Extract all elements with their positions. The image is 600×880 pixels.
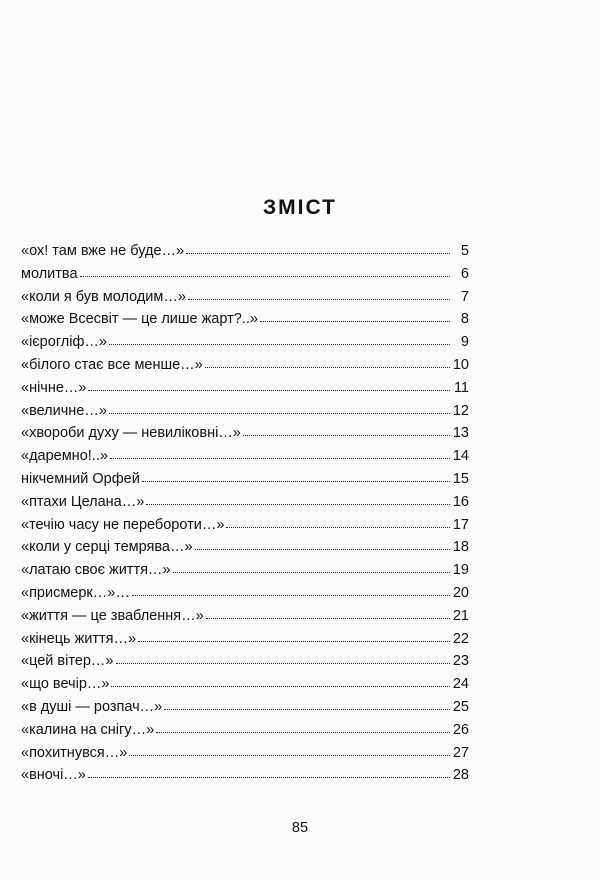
toc-entry-page: 14	[452, 448, 469, 465]
dot-leader	[109, 343, 450, 345]
toc-entry	[21, 445, 469, 468]
toc-entry-title: «даремно!..»	[21, 448, 108, 465]
toc-entry-title: «похитнувся…»	[21, 744, 128, 761]
toc-entry-page: 16	[452, 493, 469, 510]
toc-entry	[21, 514, 469, 537]
toc-entry	[21, 696, 469, 719]
dot-leader	[110, 457, 450, 459]
toc-entry-title: нікчемний Орфей	[21, 470, 140, 487]
toc-entry	[21, 491, 469, 514]
toc-entry	[21, 764, 469, 787]
dot-leader	[142, 480, 450, 482]
toc-entry-title: «нічне…»	[21, 379, 87, 396]
toc-entry-title: «життя — це зваблення…»	[21, 607, 204, 624]
toc-entry-page: 18	[452, 539, 469, 556]
toc-entry-page: 17	[452, 516, 469, 533]
page-number: 85	[291, 820, 309, 836]
toc-entry-page: 8	[460, 311, 469, 328]
toc-entry-title: «коли я був молодим…»	[21, 288, 186, 305]
table-of-contents	[21, 240, 469, 787]
dot-leader	[146, 503, 450, 505]
dot-leader	[129, 754, 450, 756]
toc-entry-page: 27	[452, 744, 469, 761]
toc-entry-page: 7	[460, 288, 469, 305]
toc-entry	[21, 742, 469, 765]
toc-entry-title: «присмерк…»…	[21, 584, 130, 601]
toc-entry	[21, 673, 469, 696]
toc-entry-page: 20	[452, 584, 469, 601]
toc-entry-title: «що вечір…»	[21, 676, 110, 693]
toc-entry	[21, 308, 469, 331]
toc-entry-title: «хвороби духу — невиліковні…»	[21, 425, 241, 442]
toc-entry	[21, 286, 469, 309]
dot-leader	[173, 571, 450, 573]
toc-entry-page: 25	[452, 698, 469, 715]
toc-entry-page: 24	[452, 676, 469, 693]
dot-leader	[132, 594, 450, 596]
toc-entry-page: 10	[452, 356, 469, 373]
toc-entry	[21, 377, 469, 400]
toc-entry	[21, 422, 469, 445]
toc-entry-title: «величне…»	[21, 402, 107, 419]
toc-entry-title: «птахи Целана…»	[21, 493, 145, 510]
toc-entry-title: «вночі…»	[21, 767, 86, 784]
toc-entry-page: 23	[452, 653, 469, 670]
toc-entry-title: «калина на снігу…»	[21, 721, 155, 738]
dot-leader	[260, 320, 450, 322]
toc-entry-page: 15	[452, 470, 469, 487]
toc-entry-title: «латаю своє життя…»	[21, 562, 171, 579]
dot-leader	[111, 685, 449, 687]
dot-leader	[138, 640, 450, 642]
toc-entry-title: «ох! там вже не буде…»	[21, 243, 185, 259]
toc-entry	[21, 628, 469, 651]
dot-leader	[195, 548, 450, 550]
toc-entry	[21, 536, 469, 559]
toc-entry	[21, 559, 469, 582]
toc-entry-page: 28	[452, 767, 469, 784]
toc-entry-page: 19	[452, 562, 469, 579]
toc-entry-title: «білого стає все менше…»	[21, 356, 203, 373]
dot-leader	[80, 275, 450, 277]
toc-entry-title: «течію часу не перебороти…»	[21, 516, 225, 533]
dot-leader	[243, 434, 450, 436]
dot-leader	[164, 708, 450, 710]
toc-entry	[21, 468, 469, 491]
dot-leader	[88, 776, 450, 778]
toc-entry	[21, 263, 469, 286]
toc-entry-title: «кінець життя…»	[21, 630, 137, 647]
toc-entry	[21, 331, 469, 354]
dot-leader	[188, 298, 450, 300]
dot-leader	[116, 662, 450, 664]
dot-leader	[205, 366, 450, 368]
toc-entry	[21, 240, 469, 263]
toc-entry-page: 21	[452, 607, 469, 624]
toc-entry-page: 9	[460, 334, 469, 351]
toc-entry-title: «ієрогліф…»	[21, 334, 107, 351]
dot-leader	[109, 412, 450, 414]
toc-entry	[21, 650, 469, 673]
toc-entry	[21, 400, 469, 423]
dot-leader	[88, 389, 450, 391]
toc-entry-page: 12	[452, 402, 469, 419]
toc-entry	[21, 354, 469, 377]
dot-leader	[156, 731, 450, 733]
toc-entry-title: «цей вітер…»	[21, 653, 114, 670]
toc-entry	[21, 719, 469, 742]
toc-entry	[21, 582, 469, 605]
toc-entry-title: «може Всесвіт — це лише жарт?..»	[21, 311, 258, 328]
page-title: ЗМІСТ	[263, 196, 337, 219]
toc-entry-page: 26	[452, 721, 469, 738]
toc-entry-page: 13	[452, 425, 469, 442]
toc-entry-title: «в душі — розпач…»	[21, 698, 163, 715]
dot-leader	[206, 617, 450, 619]
dot-leader	[226, 526, 449, 528]
toc-entry	[21, 605, 469, 628]
toc-entry-title: молитва	[21, 265, 78, 282]
dot-leader	[186, 252, 450, 254]
toc-entry-title: «коли у серці темрява…»	[21, 539, 193, 556]
toc-entry-page: 6	[460, 265, 469, 282]
toc-entry-page: 11	[453, 379, 469, 396]
toc-entry-page: 22	[452, 630, 469, 647]
toc-entry-page: 5	[460, 243, 469, 259]
